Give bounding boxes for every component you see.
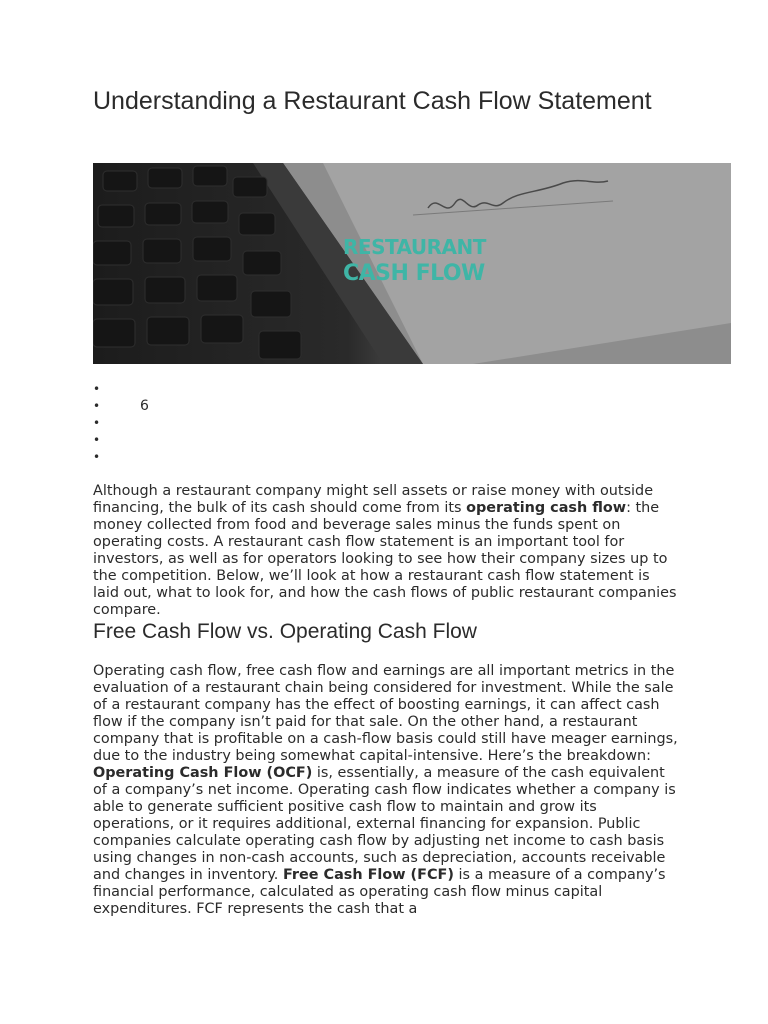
list-item[interactable]: [93, 381, 149, 398]
hero-caption-line2: CASH FLOW: [343, 261, 485, 286]
hero-caption-line1: RESTAURANT: [343, 235, 486, 259]
list-item[interactable]: • 6: [93, 398, 149, 415]
body-bold-fcf: Free Cash Flow (FCF): [282, 867, 454, 883]
hero-caption: [343, 235, 486, 289]
list-item[interactable]: [93, 449, 149, 466]
body-text-3: is a measure of a company’s financial performance, calculated as operating cash flow minus capital expenditures. FCF represents the cash that a: [93, 867, 666, 917]
page-title: Understanding a Restaurant Cash Flow Statement: [93, 87, 652, 115]
intro-bold-1: operating cash flow: [466, 500, 627, 516]
body-text-1: Operating cash flow, free cash flow and earnings are all important metrics in the evaluation of a restaurant chain being considered for investment. While the sale of a restaurant company has the effect of boosting earnings, it can affect cash flow if the company isn’t paid for that sale. On the other hand, a restaurant company that is profitable on a cash-flow basis could still have meager earnings, due to the industry being somewhat capital-intensive. Here’s the breakdown:: [93, 663, 678, 764]
body-paragraph: [93, 663, 678, 918]
body-bold-ocf: Operating Cash Flow (OCF): [93, 765, 313, 781]
share-list: [93, 381, 149, 466]
section-heading: Free Cash Flow vs. Operating Cash Flow: [93, 620, 477, 643]
intro-text-1: Although a restaurant company might sell assets or raise money with outside financing, the bulk of its cash should come from its: [93, 483, 654, 516]
intro-paragraph: [93, 483, 678, 619]
body-text-2: is, essentially, a measure of the cash equivalent of a company’s net income. Operating cash flow indicates whether a company is able to generate sufficient positive cash flow to maintain and grow its operations, or it requires additional, external financing for expansion. Public companies calculate operating cash flow by adjusting net income to cash basis using changes in non-cash accounts, such as depreciation, accounts receivable and changes in inventory.: [93, 765, 676, 883]
hero-image: [93, 163, 731, 364]
list-item[interactable]: [93, 415, 149, 432]
intro-text-2: : the money collected from food and beverage sales minus the funds spent on operating costs. A restaurant cash flow statement is an important tool for investors, as well as for operators looking to see how their company sizes up to the competition. Below, we’ll look at how a restaurant cash flow statement is laid out, what to look for, and how the cash flows of public restaurant companies compare.: [93, 500, 677, 618]
list-item[interactable]: [93, 432, 149, 449]
